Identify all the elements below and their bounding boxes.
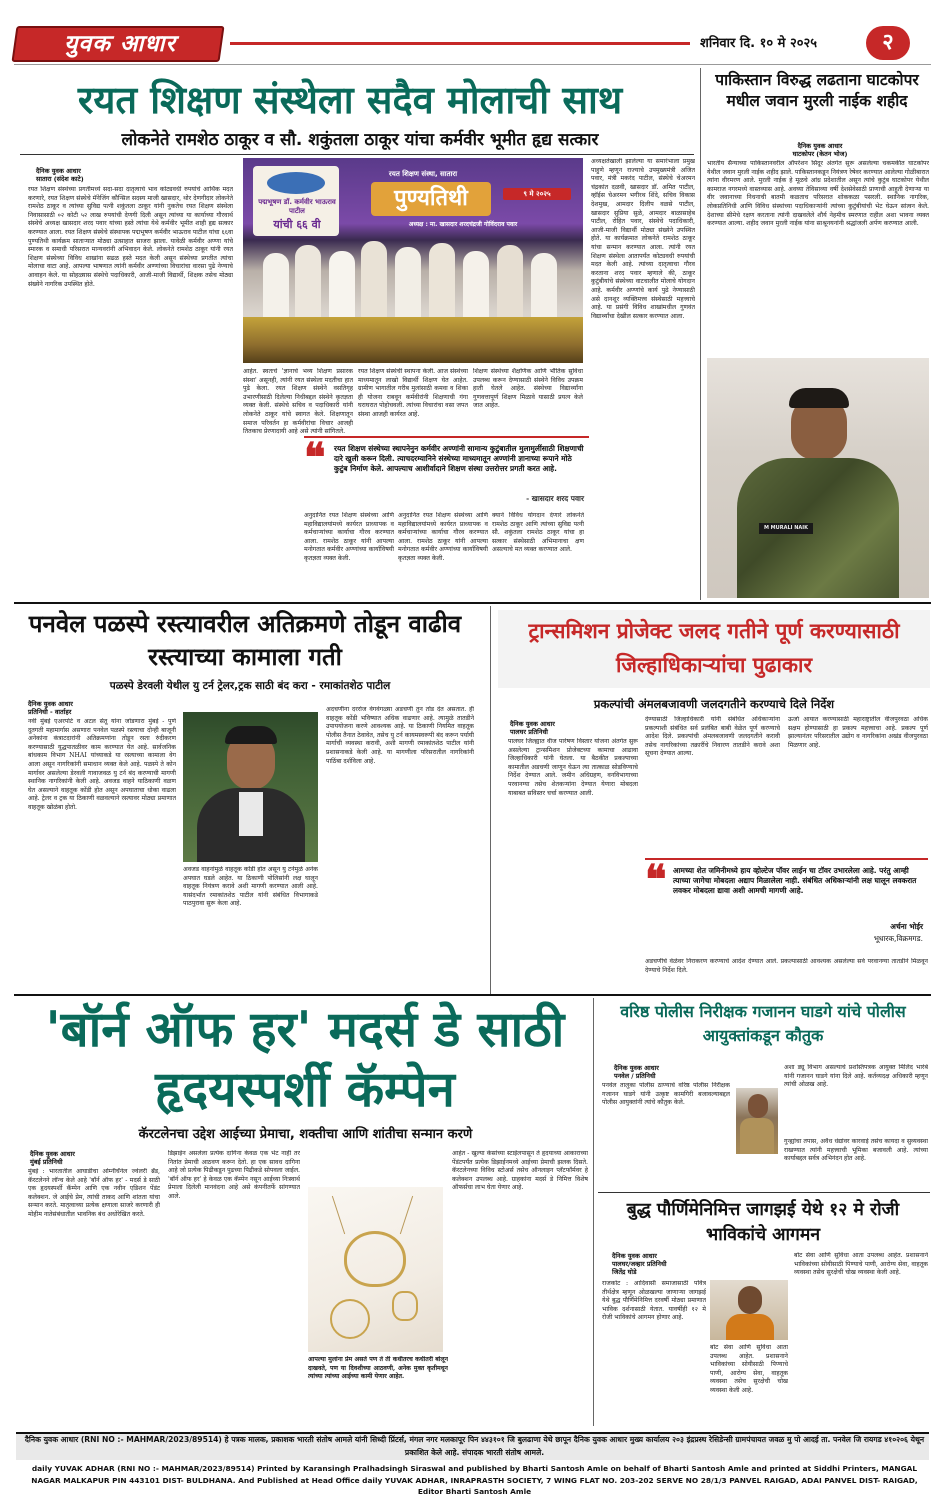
page-number: २ — [866, 26, 910, 60]
panvel-headline: पनवेल पळस्पे रस्त्यावरील अतिक्रमणे तोडून वाढीव रस्त्याच्या कामाला गती — [28, 610, 462, 671]
chain-icon — [400, 1196, 413, 1234]
emblem-icon — [267, 172, 325, 194]
panvel-byline — [28, 700, 148, 716]
lead-column-2: आहेत. स्वतःचे 'ज्ञानाचे भव्य शिक्षण प्रसारक संस्था' असूनही, त्यांनी रयत संस्थेला मदतीचा हात पुढे केला. रयत शिक्षण संस्थेने वसतिगृह उभारणीसाठी दिलेल्या निधीबद्दल संस्थेने कृतज्ञता व्यक्त केली. संस्थेचे सचिव व पदाधिकारी यांनी लोकनेते ठाकूर यांचे स्वागत केले. शिक्षणातून समाज परिवर्तन हा कर्मवीरांचा विचार आजही तितकाच प्रेरणादायी आहे असे त्यांनी सांगितले. — [243, 368, 353, 436]
lead-quote-author: - खासदार शरद पवार — [526, 494, 584, 503]
lead-rule — [20, 154, 694, 155]
mothersday-byline — [30, 1150, 150, 1166]
issue-date: शनिवार दि. १० मे २०२५ — [700, 36, 817, 51]
mothersday-subhead: कॅरटलेनचा उद्देश आईच्या प्रेमाचा, शक्तीचा आणि शांतीचा सन्मान करणे — [138, 1127, 473, 1142]
gajanan-column-1: पनवेल तालुका पोलीस ठाण्याचे वरिष्ठ पोलीस निरीक्षक गजानन घाडगे यांनी उत्कृष्ट कामगिरी बजावल्याबद्दल पोलीस आयुक्तांनी त्यांचे कौतुक केले. — [602, 1082, 730, 1107]
photo-banner-date: ९ मे २०२५ — [503, 188, 571, 200]
column-divider — [593, 998, 594, 1426]
pendant-photo — [308, 1187, 443, 1352]
mothersday-headline: 'बॉर्न ऑफ हर' मदर्स डे साठी हृदयस्पर्शी कॅम्पेन — [45, 1001, 565, 1118]
byline-paper: दैनिक युवक आधार — [510, 720, 555, 728]
lead-column-5: अध्यक्षतेखाली झालेल्या या समारंभाला प्रमुख पाहुणे म्हणून राज्याचे उपमुख्यमंत्री अजित पवार, मंत्री मकरंद पाटील, संस्थेचे चेअरमन चंद्रकांत दळवी, खासदार डॉ. अमित पाटील, व्हॉईस चेअरमन भगीरथ शिंदे, सचिव विकास देशमुख, आमदार दिलीप वळसे पाटील, खासदार सुप्रिया सुळे, आमदार बाळासाहेब पाटील, रोहित पवार, संस्थेचे पदाधिकारी, आजी-माजी विद्यार्थी मोठ्या संख्येने उपस्थित होते. या कार्यक्रमात लोकनेते रामशेठ ठाकूर यांचा सन्मान करण्यात आला. त्यांनी रयत शिक्षण संस्थेला आतापर्यंत कोट्यवधी रुपयांची मदत केली आहे. त्यांच्या दातृत्वाचा गौरव करताना शरद पवार म्हणाले की, ठाकूर कुटुंबीयांचे संस्थेच्या वाटचालीत मोलाचे योगदान आहे. कर्मवीर अण्णांचे कार्य पुढे नेण्यासाठी असे दानशूर व्यक्तिमत्त्व संस्थेसाठी महत्त्वाचे आहे. या प्रसंगी विविध शाखांमधील गुणवंत विद्यार्थ्यांचा देखील सत्कार करण्यात आला. — [591, 158, 695, 320]
transmission-headline: ट्रान्समिशन प्रोजेक्ट जलद गतीने पूर्ण करण्यासाठी जिल्हाधिकाऱ्यांचा पुढाकार — [528, 619, 900, 677]
soldier-hair — [789, 388, 849, 408]
lead-column-6b: अनुदानित रयत शिक्षण संस्थेच्या आणि महाविद्यालयांमध्ये कार्यरत प्राध्यापक व कर्मचाऱ्यांच्या कार्याचा गौरव करण्यात आला. रामशेठ ठाकूर यांनी आपल्या मनोगतात कर्मवीर अण्णांच्या कार्याविषयी कृतज्ञता व्यक्त केली. — [398, 512, 488, 562]
mothersday-caption: आपल्या मुलांना प्रेम असते पण ते ती कधीतरच कधीतरी बोलून दाखवते, पण या दिवशीच्या आठवणी, अनेक मुक्त कृतीमधून त्यांच्या त्यांच्या आईच्या कामी येणार आहेत. — [308, 1356, 448, 1381]
lead-headline: रयत शिक्षण संस्थेला सदैव मोलाची साथ — [77, 78, 623, 122]
lead-subhead: लोकनेते रामशेठ ठाकूर व सौ. शकुंतला ठाकूर यांचा कर्मवीर भूमीत हृद्य सत्कार — [121, 130, 599, 150]
panvel-subhead: पळस्पे डेरवली येथील यु टर्न ट्रेलर,ट्रक साठी बंद करा - रमाकांतशेठ पाटील — [109, 680, 391, 692]
quote-author-role: भूधारक,विक्रमगड. — [873, 934, 923, 943]
photo-banner-line1: रयत शिक्षण संस्था, सातारा — [388, 170, 458, 178]
byline-paper: दैनिक युवक आधार — [36, 167, 81, 175]
reporter-photo — [710, 1280, 788, 1340]
lead-byline — [36, 167, 146, 183]
photo-banner-line3: यांची ६६ वी — [273, 218, 321, 231]
buddha-column-1b: बोट सेवा आणि सुविधा आता उपलब्ध आहेत. प्रशासनाने भाविकांच्या सोयीसाठी पिण्याचे पाणी, आरोग्य सेवा, वाहतूक व्यवस्था तसेच सुरक्षेची चोख व्यवस्था केली आहे. — [710, 1344, 788, 1394]
photo-shirt — [239, 792, 263, 836]
pendant-heart-icon — [344, 1231, 406, 1287]
photo-face — [748, 1094, 768, 1118]
section-divider — [14, 602, 931, 604]
byline-paper: दैनिक युवक आधार — [28, 700, 73, 708]
photo-banner-line4: अध्यक्ष : मा. खासदार शरदचंद्रजी गोविंदराव पवार — [408, 221, 518, 228]
soldier-byline — [760, 142, 880, 158]
chain-icon — [332, 1196, 345, 1234]
transmission-bottom: अडचणींचे वेळेवर निराकरण करण्याचे आदेश देण्यात आले. प्रकल्पासाठी आवश्यक असलेल्या सर्व परवानग्या तातडीने मिळवून देण्याचे निर्देश दिले. — [645, 958, 928, 974]
gajanan-byline — [614, 1064, 734, 1080]
soldier-photo — [707, 358, 929, 598]
mothersday-column-2: डिझाईन असलेला प्रत्येक दागिना केवळ एक भेट नाही तर नितांत प्रेमाची आठवण करून देतो. हा एक सावध दागिना आहे जो प्रत्येक पिढीकडून पुढच्या पिढीकडे सोपवला जाईल. 'बॉर्न ऑफ हर' हे केवळ एक कॅम्पेन नसून आईच्या निःस्वार्थ प्रेमाला दिलेली मानवंदना आहे असे कंपनीतर्फे सांगण्यात आले. — [168, 1150, 300, 1200]
transmission-byline — [510, 720, 630, 736]
buddha-byline — [612, 1252, 740, 1276]
lead-column-3: रयत शिक्षण संस्थेची स्थापना केली. आज संस्थेच्या माध्यमातून लाखो विद्यार्थी शिक्षण घेत आहेत. ग्रामीण भागातील गरीब मुलांसाठी कमवा व शिका ही योजना राबवून कर्मवीरांनी शिक्षणाची गंगा घराघरात पोहोचवली. त्यांच्या विचारांचा वसा जपत संस्था आजही कार्यरत आहे. — [358, 368, 468, 418]
transmission-column-2: देण्यासाठी जिल्हाधिकारी यांनी संबंधित अधिकाऱ्यांना प्रकल्पाशी संबंधित सर्व प्रलंबित बाबी वेळेत पूर्ण करण्याचे आदेश दिले. प्रकल्पांची अंमलबजावणी जलदगतीने करावी तसेच नागरिकांच्या तक्रारींचे निवारण तातडीने करावे अशा सूचना देण्यात आल्या. — [645, 716, 780, 758]
photo-crowd — [243, 317, 583, 363]
byline-paper: दैनिक युवक आधार — [614, 1064, 659, 1072]
panvel-photo — [183, 712, 318, 862]
lead-column-7: क्याने विविध योगदान देणारे लोकनेते रामशेठ ठाकूर आणि त्यांच्या सुविद्य पत्नी सौ. शकुंतला रामशेठ ठाकूर यांचा हा सत्कार संस्थेसाठी अभिमानाचा क्षण असल्याचे मत व्यक्त करण्यात आले. — [492, 512, 584, 554]
byline-location: सातारा (संदेश काटे) — [36, 175, 84, 183]
photo-banner-title: पुण्यतिथी — [371, 182, 491, 216]
photo-face — [738, 1286, 762, 1314]
gajanan-headline: वरिष्ठ पोलीस निरीक्षक गजानन घाडगे यांचे पोलीस आयुक्तांकडून कौतुक — [620, 1002, 906, 1045]
lead-photo — [243, 158, 583, 363]
panvel-column-2: अवजड वाहनांमुळे वाहतूक कोंडी होत असून यु टर्नमुळे अनेक अपघात घडले आहेत. या ठिकाणी पोलिसांनी लक्ष घालून वाहतूक नियंत्रण करावे अशी मागणी करण्यात आली आहे. यासंदर्भात रमाकांतशेठ पाटील यांनी संबंधित विभागाकडे पाठपुरावा सुरू केला आहे. — [183, 866, 318, 908]
earring-icon — [392, 1291, 418, 1321]
officer-photo — [736, 1088, 778, 1154]
buddha-column-2: बोट सेवा आणि सुविधा आता उपलब्ध आहेत. प्रशासनाने भाविकांच्या सोयीसाठी पिण्याचे पाणी, आरोग्य सेवा, वाहतूक व्यवस्था तसेच सुरक्षेची चोख व्यवस्था केली आहे. — [794, 1252, 928, 1277]
byline-location: मुंबई प्रतिनिधी — [30, 1158, 63, 1166]
soldier-headline: पाकिस्तान विरुद्ध लढताना घाटकोपर मधील जवान मुरली नाईक शहीद — [715, 71, 919, 110]
lead-column-6: अनुदानित रयत शिक्षण संस्थेच्या आणि महाविद्यालयांमध्ये कार्यरत प्राध्यापक व कर्मचाऱ्यांच्या कार्याचा गौरव करण्यात आला. रामशेठ ठाकूर यांनी आपल्या मनोगतात कर्मवीर अण्णांच्या कार्याविषयी कृतज्ञता व्यक्त केली. — [304, 512, 394, 562]
transmission-column-3: ऊर्जा आयात करण्यासाठी महाराष्ट्रातील वीजपुरवठा अधिक सक्षम होण्यासाठी हा प्रकल्प महत्त्वाचा आहे. प्रकल्प पूर्ण झाल्यानंतर परिसरातील उद्योग व नागरिकांना अखंड वीजपुरवठा मिळणार आहे. — [788, 716, 928, 749]
byline-location: पालघर प्रतिनिधी — [510, 728, 548, 736]
imprint-english: daily YUVAK ADHAR (RNI NO :- MAHMAR/2023/89514) Printed by Karansingh Pralhadsingh Siraswal and published by Bharti Santosh Amle on behalf of Bharti Santosh Amle and printed at Siddhi Printers, MANGAL NAGAR MALKAPUR PIN 443101 DIST- BULDHANA. And Published at Head Office daily YUVAK ADHAR, INRAPRASTH SOCIETY, 7 WING FLAT NO. 203-202 SERVE NO 28/1/3 PANVEL RAIGAD, ADAI PANVEL DIST- RAIGAD, Editor Bharti Santosh Amle — [31, 1464, 918, 1496]
lead-column-4: शिक्षण संस्थेच्या शैक्षणिक आणि भौतिक सुविधा उपलब्ध करून देण्यासाठी संस्थेने विविध उपक्रम हाती घेतले आहेत. संस्थेच्या विद्यार्थ्यांना गुणवत्तापूर्ण शिक्षण मिळावे यासाठी प्रयत्न केले जात आहेत. — [473, 368, 583, 410]
ring-icon — [330, 1299, 370, 1339]
byline-reporter: जितेंद्र घोडे — [612, 1268, 637, 1276]
lead-column-1: रयत शिक्षण संस्थेच्या प्रगतीमध्ये सदा-सदा दातृत्वाचे भाव कोट्यवधी रुपयांचे आर्थिक मदत करणारे, रयत शिक्षण संस्थेचे मॅनेजिंग कौन्सिल सदस्य माजी खासदार, थोर देणगीदार लोकनेते रामशेठ ठाकूर व त्यांच्या सुविद्य पत्नी शकुंतला ठाकूर यांनी नुकतेच रयत शिक्षण संस्थेला निवासासाठी ०२ कोटी ५२ लाख रुपयांची देणगी दिली असून त्यांच्या या कार्याच्या गौरवार्थ संस्थेचे अध्यक्ष खासदार शरद पवार यांच्या हस्ते त्यांचा येथे कर्मवीर भूमीत शाही हृद्य सत्कार करण्यात आला. रयत शिक्षण संस्थेचे संस्थापक पद्मभूषण कर्मवीर भाऊराव पाटील यांचा ६६वा पुण्यतिथी कार्यक्रम साताऱ्यात मोठ्या उत्साहात साजरा झाला. यावेळी कर्मवीर अण्णा यांचे स्मारक व समाधी परिसरात मान्यवरांनी अभिवादन केले. लोकनेते रामशेठ ठाकूर यांनी रयत शिक्षण संस्थेच्या विविध शाखांना सढळ हस्ते मदत केली असून संस्थेच्या प्रगतीत त्यांचा मोलाचा वाटा आहे. आपल्या भाषणात त्यांनी कर्मवीर अण्णांच्या विचारांचा वारसा पुढे नेण्याचे आवाहन केले. या सोहळ्यास संस्थेचे पदाधिकारी, आजी-माजी विद्यार्थी, शिक्षक तसेच मोठ्या संख्येने नागरिक उपस्थित होते. — [28, 186, 233, 288]
photo-hair — [225, 726, 277, 744]
section-divider — [14, 994, 931, 996]
byline-location: प्रतिनिधी - वार्ताहर — [28, 708, 72, 716]
gajanan-column-3: गुन्ह्यांचा तपास, अवैध धंद्यांवर कारवाई तसेच कायदा व सुव्यवस्था राखण्यात त्यांनी महत्त्वाची भूमिका बजावली आहे. त्यांच्या कार्याबद्दल सर्वत्र अभिनंदन होत आहे. — [784, 1138, 928, 1163]
photo-banner-line2: पद्मभूषण डॉ. कर्मवीर भाऊराव पाटील — [258, 198, 336, 215]
quote-icon: ❝ — [304, 434, 326, 481]
buddha-column-1: राजकोट : आदिवासी समाजासाठी पवित्र तीर्थक्षेत्र म्हणून ओळखल्या जाणाऱ्या जागझई येथे बुद्ध पौर्णिमेनिमित्त दरवर्षी मोठ्या प्रमाणात भाविक दर्शनासाठी येतात. यावर्षीही १२ मे रोजी भाविकांचे आगमन होणार आहे. — [602, 1280, 706, 1322]
quote-author-name: अर्चना भोईर — [890, 922, 923, 931]
mothersday-column-3: आहेत - खुल्या केसांच्या स्टाईलपासून ते हृदयाच्या आकाराच्या पेंडंटपर्यंत प्रत्येक डिझाईनमध्ये आईच्या प्रेमाची झलक दिसते. कॅरटलेनच्या विविध स्टोअर्स तसेच ऑनलाइन प्लॅटफॉर्मवर हे कलेक्शन उपलब्ध आहे. ग्राहकांना मदर्स डे निमित्त विशेष ऑफर्सचा लाभ घेता येणार आहे. — [452, 1150, 588, 1192]
newspaper-logo: युवक आधार — [64, 31, 176, 57]
transmission-quote-text: आमच्या शेत जमिनीमध्ये हाय व्होल्टेज पॉवर लाईन चा टॉवर उभारलेला आहे. परंतु आम्ही त्याच्या जागेचा मोबदला अद्याप मिळालेला नाही. संबंधित अधिकाऱ्यांनी लक्ष घालून लवकरात लवकर मोबदला द्यावा अशी आमची मागणी आहे. — [673, 866, 917, 895]
transmission-column-1: पालघर जिल्ह्यात वीज पारेषण विस्तार योजना अंतर्गत सुरू असलेल्या ट्रान्समिशन प्रोजेक्टच्या कामाचा आढावा जिल्हाधिकारी यांनी घेतला. या बैठकीत प्रकल्पाच्या कामातील अडचणी जाणून घेऊन त्या तात्काळ सोडविण्याचे निर्देश देण्यात आले. जमीन अधिग्रहण, वनविभागाच्या परवानग्या तसेच शेतकऱ्यांना देण्यात येणारा मोबदला याबाबत सविस्तर चर्चा करण्यात आली. — [508, 738, 638, 797]
byline-paper: दैनिक युवक आधार — [612, 1252, 657, 1260]
byline-location: घाटकोपर (केतन भोज) — [792, 150, 848, 158]
byline-location: पालघर/जव्हार प्रतिनिधी — [612, 1260, 667, 1268]
column-divider — [700, 68, 701, 600]
soldier-name-badge: M MURALI NAIK — [759, 523, 813, 534]
photo-uniform — [740, 1118, 774, 1154]
soldier-body: भारतीय सैन्याच्या पाकिस्तानवरील ऑपरेशन सिंदूर अंतर्गत सुरू असलेल्या चकमकीत घाटकोपर येथील जवान मुरली नाईक शहीद झाले. पाकिस्तानकडून नियंत्रण रेषेवर करण्यात आलेल्या गोळीबारात त्यांना वीरमरण आले. मुरली नाईक हे मूळचे आंध्र प्रदेशातील असून त्यांचे कुटुंब घाटकोपर येथील कामराज नगरमध्ये वास्तव्यास आहे. अवघ्या तेविसाव्या वर्षी देशसेवेसाठी प्राणाची आहुती देणाऱ्या या वीर जवानाच्या निधनाची बातमी कळताच परिसरात शोककळा पसरली. स्थानिक नागरिक, लोकप्रतिनिधी आणि विविध संस्थांच्या पदाधिकाऱ्यांनी त्यांच्या कुटुंबीयांची भेट घेऊन सांत्वन केले. देशाच्या सीमेचे रक्षण करताना त्यांनी दाखवलेले शौर्य नेहमीच स्मरणात राहील अशा भावना व्यक्त करण्यात आल्या. शहीद जवान मुरली नाईक यांना साश्रूनयनांनी श्रद्धांजली अर्पण करण्यात आली. — [707, 160, 929, 228]
imprint-marathi: दैनिक युवक आधार (RNI NO :- MAHMAR/2023/89514) हे पत्रक मालक, प्रकाशक भारती संतोष आमले यांनी सिध्दी प्रिंटर्स, मंगल नगर मलकापूर पिन ४४३१०१ जि बुलढाणा येथे छापून दैनिक युवक आधार मुख्य कार्यालय २०३ इंद्रप्रस्थ रेसिडेन्सी ग्रामपंचायत जवळ मु पो आदई ता. पनवेल जि रायगड ४१०२०६ येथून प्रकाशित केले आहे. संपादक भारती संतोष आमले. — [24, 1435, 925, 1457]
masthead-divider — [14, 64, 931, 65]
mothersday-column-1: मुंबई : भारतातील आघाडीचा ओम्नीचॅनेल ज्वेलरी ब्रँड, कॅरटलेनने लॉन्च केले आहे 'बॉर्न ऑफ हर' - मदर्स डे साठी एक हृदयस्पर्शी कॅम्पेन आणि एक नवीन एडिशन पेंडंट कलेक्शन. जे आईचे प्रेम, त्यांची ताकद आणि शांतता यांचा सन्मान करते. मातृत्वाच्या प्रत्येक क्षणाला साजरे करणारी ही मोहीम नातेसंबंधातील भावनिक बंध अधोरेखित करते. — [28, 1168, 160, 1218]
byline-location: पनवेल / प्रतिनिधी — [614, 1072, 656, 1080]
byline-paper: दैनिक युवक आधार — [797, 142, 843, 150]
lead-quote-text: रयत शिक्षण संस्थेच्या स्थापनेनुन कर्मवीर अण्णांनी सामान्य कुटुंबातील मुलामुलींसाठी शिक्षणाची दारे खुली करून दिली. त्याचदरम्यानिने संस्थेच्या माध्यमातून अण्णांनी ज्ञानाच्या रूपाने मोठे कुटुंब निर्माण केले. आपल्याच आशीर्वादाने शिक्षण संस्था उत्तरोत्तर प्रगती करत आहे. — [334, 444, 584, 473]
buddha-headline: बुद्ध पौर्णिमेनिमित्त जागझई येथे १२ मे रोजी भाविकांचे आगमन — [626, 1200, 900, 1245]
column-divider — [490, 606, 491, 994]
gajanan-column-2: अशा ड्यू विभाग असल्याचे प्रशस्तिपत्रक आयुक्त मिलिंद भारंबे यांनी गजानन घाडगे यांना दिले आहे. कर्तव्यदक्ष अधिकारी म्हणून त्यांची ओळख आहे. — [784, 1064, 928, 1089]
photo-shirt — [726, 1314, 774, 1340]
lead-quote-box — [304, 436, 589, 506]
masthead-rule — [230, 42, 690, 45]
panvel-column-1: नवी मुंबई एअरपोर्ट व अटल सेतू यांना जोडणारा मुंबई - पुणे दुतगती महामार्गास असणारा पनवेल पळस्पे रस्त्याचा दोन्ही बाजूनी अनेकांना कंत्राटदारांनी अतिक्रमणांना तोडून रस्ता रुंदीकरण करण्यासाठी युद्धपातळीवर काम करण्यात येत आहे. सार्वजनिक बांधकाम विभाग NHAI यांच्याकडे या रस्त्याच्या कामाला वेग आला असून नागरिकांनी समाधान व्यक्त केले आहे. पळस्पे ते कोन मार्गावर असलेल्या डेरवली गावाजवळ यु टर्न बंद करण्याची मागणी स्थानिक नागरिकांनी केली आहे. अवजड वाहने याठिकाणी वळण घेत असल्याने वाहतूक कोंडी होत असून अपघाताचा धोका वाढला आहे. ट्रेलर व ट्रक या ठिकाणी वळवल्याने रस्त्यावर मोठ्या प्रमाणात वाहतूक खोळंबा होतो. — [28, 718, 176, 811]
transmission-subhead: प्रकल्पांची अंमलबजावणी जलदगतीने करण्याचे दिले निर्देश — [593, 697, 835, 711]
byline-paper: दैनिक युवक आधार — [30, 1150, 75, 1158]
transmission-quote-box — [645, 858, 928, 952]
panvel-column-3: अदचणींना दररोज वेगवेगळ्या अडचणी तुन तोंड देत असतात. ही वाहतूक कोंडी भविष्यात अधिक वाढणार आहे. त्यामुळे तातडीने उपाययोजना करणे आवश्यक आहे. या ठिकाणी नियमित वाहतूक पोलीस तैनात ठेवावेत, तसेच यु टर्न कायमस्वरूपी बंद करून पर्यायी मार्गाची व्यवस्था करावी, अशी मागणी रमाकांतशेठ पाटील यांनी प्रशासनाकडे केली आहे. या मागणीला परिसरातील नागरिकांनी पाठिंबा दर्शविला आहे. — [326, 706, 474, 765]
quote-icon: ❝ — [645, 856, 667, 903]
section-divider — [598, 1192, 930, 1193]
